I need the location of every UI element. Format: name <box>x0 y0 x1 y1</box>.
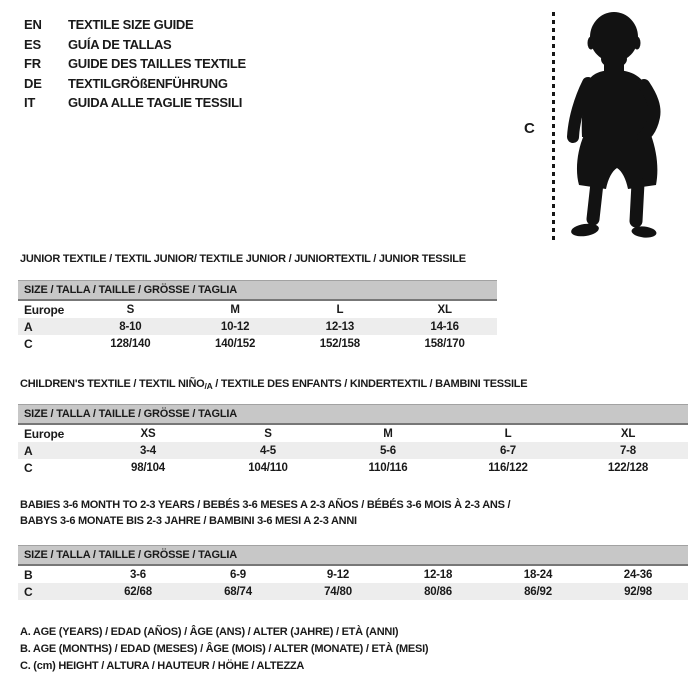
size-cell: 62/68 <box>88 583 188 600</box>
row-label: Europe <box>24 426 65 441</box>
size-cell: 3-4 <box>88 442 208 459</box>
footnote-b: B. AGE (MONTHS) / EDAD (MESES) / ÂGE (MOIS) / ALTER (MONATE) / ETÀ (MESI) <box>20 643 429 655</box>
size-cell: 18-24 <box>523 568 553 581</box>
table-row-age <box>18 442 688 459</box>
size-cell: L <box>504 427 512 440</box>
language-row-es <box>24 35 246 55</box>
language-code: EN <box>24 17 42 32</box>
size-cell: XL <box>437 303 452 316</box>
row-label: Europe <box>24 302 65 317</box>
size-cell: 7-8 <box>568 442 688 459</box>
language-code: DE <box>24 75 42 91</box>
size-cell: XL <box>620 427 636 440</box>
table-row-age <box>18 318 497 335</box>
height-measure-line <box>552 12 555 244</box>
size-cell: 12-18 <box>423 568 453 581</box>
size-cell: 104/110 <box>248 461 288 474</box>
size-cell: 6-9 <box>229 568 247 581</box>
childrens-size-table <box>18 404 688 476</box>
measure-label-c: C <box>524 120 535 137</box>
size-cell: S <box>126 303 135 316</box>
language-row-it <box>24 93 246 113</box>
size-cell: 8-10 <box>78 318 183 335</box>
table-row-height <box>18 583 688 600</box>
row-label: C <box>18 583 88 600</box>
size-cell: 5-6 <box>328 442 448 459</box>
size-cell: 152/158 <box>319 337 360 350</box>
size-header-bar: SIZE / TALLA / TAILLE / GRÖSSE / TAGLIA <box>18 546 688 566</box>
language-code: ES <box>24 36 41 52</box>
size-cell: 14-16 <box>392 318 497 335</box>
footnotes <box>20 624 428 675</box>
size-cell: 140/152 <box>215 337 256 350</box>
language-row-de <box>24 74 246 94</box>
size-cell: 68/74 <box>188 583 288 600</box>
row-label: A <box>18 318 78 335</box>
title-line-1: BABIES 3-6 MONTH TO 2-3 YEARS / BEBÉS 3-6 MESES A 2-3 AÑOS / BÉBÉS 3-6 MOIS À 2-3 ANS / <box>20 499 511 511</box>
size-cell: 9-12 <box>326 568 350 581</box>
babies-table-title <box>20 497 510 529</box>
row-label: B <box>24 567 33 582</box>
size-cell: 116/122 <box>488 461 528 474</box>
title-line-2: BABYS 3-6 MONATE BIS 2-3 JAHRE / BAMBINI 3-6 MESI A 2-3 ANNI <box>20 515 357 527</box>
language-label: TEXTILE SIZE GUIDE <box>68 17 194 32</box>
size-cell: 4-5 <box>208 442 328 459</box>
table-row-age-months <box>18 565 688 583</box>
size-cell: S <box>264 427 272 440</box>
size-cell: M <box>230 303 240 316</box>
childrens-table-title <box>20 376 527 394</box>
language-label: GUIDE DES TAILLES TEXTILE <box>68 56 246 71</box>
size-header-bar: SIZE / TALLA / TAILLE / GRÖSSE / TAGLIA <box>18 405 688 425</box>
footnote-c: C. (cm) HEIGHT / ALTURA / HAUTEUR / HÖHE / ALTEZZA <box>20 660 305 672</box>
table-header-row <box>18 281 497 301</box>
language-list <box>24 15 246 113</box>
baby-silhouette-icon <box>566 9 666 244</box>
size-cell: 86/92 <box>488 583 588 600</box>
size-cell: 80/86 <box>388 583 488 600</box>
language-row-fr <box>24 54 246 74</box>
size-cell: 10-12 <box>183 318 288 335</box>
language-label: GUÍA DE TALLAS <box>68 36 172 52</box>
footnote-a: A. AGE (YEARS) / EDAD (AÑOS) / ÂGE (ANS) / ALTER (JAHRE) / ETÀ (ANNI) <box>20 626 399 638</box>
language-label: TEXTILGRÖßENFÜHRUNG <box>68 75 228 91</box>
size-cell: L <box>336 303 344 316</box>
size-cell: M <box>383 427 393 440</box>
size-cell: 98/104 <box>131 461 165 474</box>
language-code: IT <box>24 95 36 110</box>
size-cell: XS <box>140 427 156 440</box>
size-cell: 158/170 <box>424 337 465 350</box>
size-cell: 24-36 <box>623 568 653 581</box>
size-cell: 3-6 <box>129 568 147 581</box>
row-label: C <box>24 460 33 475</box>
junior-table-title: JUNIOR TEXTILE / TEXTIL JUNIOR/ TEXTILE JUNIOR / JUNIORTEXTIL / JUNIOR TESSILE <box>20 253 466 265</box>
row-label: C <box>24 336 33 351</box>
size-cell: 92/98 <box>588 583 688 600</box>
title-text: / TEXTILE DES ENFANTS / KINDERTEXTIL / BAMBINI TESSILE <box>212 378 528 390</box>
language-code: FR <box>24 56 41 71</box>
size-cell: 122/128 <box>607 461 649 474</box>
language-row-en <box>24 15 246 35</box>
size-cell: 110/116 <box>368 461 408 474</box>
size-cell: 12-13 <box>288 318 393 335</box>
table-row-europe <box>18 424 688 442</box>
title-text: CHILDREN'S TEXTILE / TEXTIL NIÑO <box>20 378 205 390</box>
title-subscript: /A <box>204 381 213 391</box>
table-row-height <box>18 335 497 352</box>
table-row-height <box>18 459 688 476</box>
size-header-bar: SIZE / TALLA / TAILLE / GRÖSSE / TAGLIA <box>18 281 497 301</box>
language-label: GUIDA ALLE TAGLIE TESSILI <box>68 95 243 110</box>
table-header-row <box>18 546 688 566</box>
row-label: A <box>18 442 88 459</box>
junior-size-table <box>18 280 497 352</box>
size-cell: 6-7 <box>448 442 568 459</box>
table-row-europe <box>18 300 497 318</box>
size-cell: 74/80 <box>288 583 388 600</box>
babies-size-table <box>18 545 688 600</box>
table-header-row <box>18 405 688 425</box>
size-cell: 128/140 <box>110 337 151 350</box>
